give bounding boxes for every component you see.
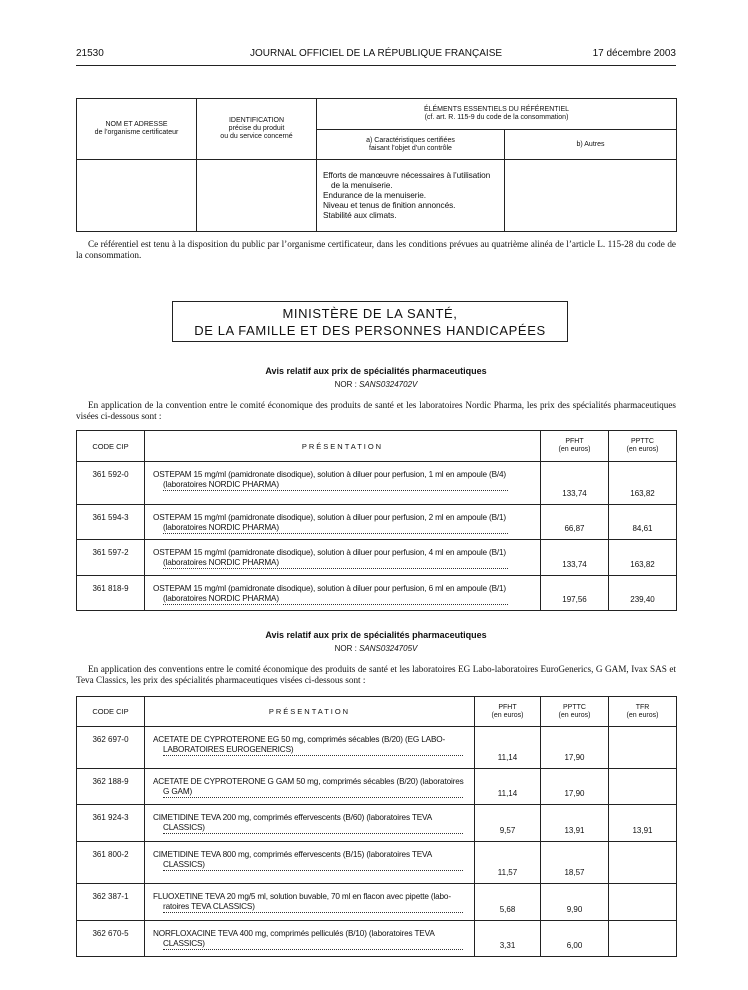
avis1-presentation-header: PRÉSENTATION: [145, 431, 541, 462]
ppttc-value: 17,90: [541, 769, 609, 805]
presentation: FLUOXETINE TEVA 20 mg/5 ml, solution buvable, 70 ml en flacon avec pipette (labo- ratoires TEVA CLASSICS): [145, 884, 475, 921]
pfht-value: 11,57: [475, 842, 541, 884]
table-row: [77, 505, 677, 540]
code-cip: 361 594-3: [77, 505, 145, 540]
pfht-value: 11,14: [475, 769, 541, 805]
tfr-value: 13,91: [609, 805, 677, 842]
avis1-header-row: [77, 431, 677, 462]
col-elements-header: ÉLÉMENTS ESSENTIELS DU RÉFÉRENTIEL (cf. art. R. 115-9 du code de la consommation): [317, 99, 677, 130]
pfht-value: 133,74: [541, 462, 609, 505]
avis1-title: Avis relatif aux prix de spécialités pharmaceutiques: [265, 366, 487, 376]
col-a-header: a) Caractéristiques certifiées faisant l’objet d’un contrôle: [317, 130, 505, 160]
presentation: ACETATE DE CYPROTERONE G GAM 50 mg, comprimés sécables (B/20) (laboratoires G GAM): [145, 769, 475, 805]
avis2-price-table: [76, 696, 677, 957]
avis2-presentation-header: PRÉSENTATION: [145, 697, 475, 727]
referential-table: [76, 98, 677, 232]
presentation: OSTEPAM 15 mg/ml (pamidronate disodique), solution à diluer pour perfusion, 1 ml en ampoule (B/4) (laboratoires NORDIC PHARMA): [145, 462, 541, 505]
avis1-code-header: CODE CIP: [77, 431, 145, 462]
presentation: NORFLOXACINE TEVA 400 mg, comprimés pelliculés (B/10) (laboratoires TEVA CLASSICS): [145, 921, 475, 957]
code-cip: 361 800-2: [77, 842, 145, 884]
ppttc-value: 13,91: [541, 805, 609, 842]
pfht-value: 5,68: [475, 884, 541, 921]
pfht-value: 66,87: [541, 505, 609, 540]
ppttc-value: 9,90: [541, 884, 609, 921]
col-organisme-header: NOM ET ADRESSE de l’organisme certificateur: [77, 99, 197, 160]
col-identification-header: IDENTIFICATION précise du produit ou du service concerné: [197, 99, 317, 160]
tfr-value: [609, 842, 677, 884]
code-cip: 361 592-0: [77, 462, 145, 505]
presentation: CIMETIDINE TEVA 800 mg, comprimés effervescents (B/15) (laboratoires TEVA CLASSICS): [145, 842, 475, 884]
table-row: [77, 805, 677, 842]
cell-characteristics: Efforts de manœuvre nécessaires à l’utilisation de la menuiserie. Endurance de la menuiserie. Niveau et tenus de finition annoncés. Stabilité aux climats.: [317, 160, 505, 232]
tfr-value: [609, 727, 677, 769]
code-cip: 362 670-5: [77, 921, 145, 957]
cell-organisme: [77, 160, 197, 232]
presentation: ACETATE DE CYPROTERONE EG 50 mg, comprimés sécables (B/20) (EG LABO- LABORATOIRES EUROGENERICS): [145, 727, 475, 769]
avis2-ppttc-header: PPTTC (en euros): [541, 697, 609, 727]
avis1-nor: NOR : SANS0324702V: [334, 380, 418, 389]
presentation: OSTEPAM 15 mg/ml (pamidronate disodique), solution à diluer pour perfusion, 2 ml en ampoule (B/1) (laboratoires NORDIC PHARMA): [145, 505, 541, 540]
avis1-pfht-header: PFHT (en euros): [541, 431, 609, 462]
page-number: 21530: [76, 48, 104, 59]
avis2-title: Avis relatif aux prix de spécialités pharmaceutiques: [265, 630, 487, 640]
table-row: [77, 884, 677, 921]
avis2-header-row: [77, 697, 677, 727]
table-row: [77, 576, 677, 611]
ppttc-value: 18,57: [541, 842, 609, 884]
presentation: CIMETIDINE TEVA 200 mg, comprimés effervescents (B/60) (laboratoires TEVA CLASSICS): [145, 805, 475, 842]
avis2-tfr-header: TFR (en euros): [609, 697, 677, 727]
code-cip: 362 697-0: [77, 727, 145, 769]
col-b-header: b) Autres: [505, 130, 677, 160]
referential-paragraph: Ce référentiel est tenu à la disposition du public par l’organisme certificateur, dans les conditions prévues au quatrième alinéa de l’article L. 115-28 du code de la consommation.: [76, 239, 676, 260]
pfht-value: 3,31: [475, 921, 541, 957]
ministry-line-2: DE LA FAMILLE ET DES PERSONNES HANDICAPÉES: [194, 323, 546, 338]
ministry-line-1: MINISTÈRE DE LA SANTÉ,: [282, 306, 458, 321]
code-cip: 361 924-3: [77, 805, 145, 842]
avis2-code-header: CODE CIP: [77, 697, 145, 727]
ppttc-value: 84,61: [609, 505, 677, 540]
code-cip: 361 818-9: [77, 576, 145, 611]
ppttc-value: 239,40: [609, 576, 677, 611]
avis1-ppttc-header: PPTTC (en euros): [609, 431, 677, 462]
ppttc-value: 163,82: [609, 462, 677, 505]
presentation: OSTEPAM 15 mg/ml (pamidronate disodique), solution à diluer pour perfusion, 6 ml en ampoule (B/1) (laboratoires NORDIC PHARMA): [145, 576, 541, 611]
pfht-value: 197,56: [541, 576, 609, 611]
cell-identification: [197, 160, 317, 232]
pfht-value: 133,74: [541, 540, 609, 576]
pfht-value: 11,14: [475, 727, 541, 769]
code-cip: 361 597-2: [77, 540, 145, 576]
code-cip: 362 387-1: [77, 884, 145, 921]
tfr-value: [609, 769, 677, 805]
table-row: [77, 540, 677, 576]
table-row: [77, 727, 677, 769]
avis2-nor: NOR : SANS0324705V: [334, 644, 418, 653]
avis2-pfht-header: PFHT (en euros): [475, 697, 541, 727]
ministry-box: [172, 301, 568, 342]
journal-title: JOURNAL OFFICIEL DE LA RÉPUBLIQUE FRANÇAISE: [249, 48, 503, 59]
tfr-value: [609, 884, 677, 921]
presentation: OSTEPAM 15 mg/ml (pamidronate disodique), solution à diluer pour perfusion, 4 ml en ampoule (B/1) (laboratoires NORDIC PHARMA): [145, 540, 541, 576]
table-row: [77, 462, 677, 505]
table-row: [77, 921, 677, 957]
ppttc-value: 163,82: [609, 540, 677, 576]
ppttc-value: 6,00: [541, 921, 609, 957]
table-row: [77, 769, 677, 805]
pfht-value: 9,57: [475, 805, 541, 842]
table-row: [77, 842, 677, 884]
header-rule: [76, 65, 676, 66]
avis1-price-table: [76, 430, 677, 611]
avis2-intro: En application des conventions entre le comité économique des produits de santé et les laboratoires EG Labo-laboratoires EuroGenerics, G GAM, Ivax SAS et Teva Classics, les prix des spécialités pharmaceutiques visées ci-dessous sont :: [76, 664, 676, 685]
ppttc-value: 17,90: [541, 727, 609, 769]
cell-others: [505, 160, 677, 232]
tfr-value: [609, 921, 677, 957]
issue-date: 17 décembre 2003: [592, 48, 676, 59]
code-cip: 362 188-9: [77, 769, 145, 805]
avis1-intro: En application de la convention entre le comité économique des produits de santé et les laboratoires Nordic Pharma, les prix des spécialités pharmaceutiques visées ci-dessous sont :: [76, 400, 676, 421]
